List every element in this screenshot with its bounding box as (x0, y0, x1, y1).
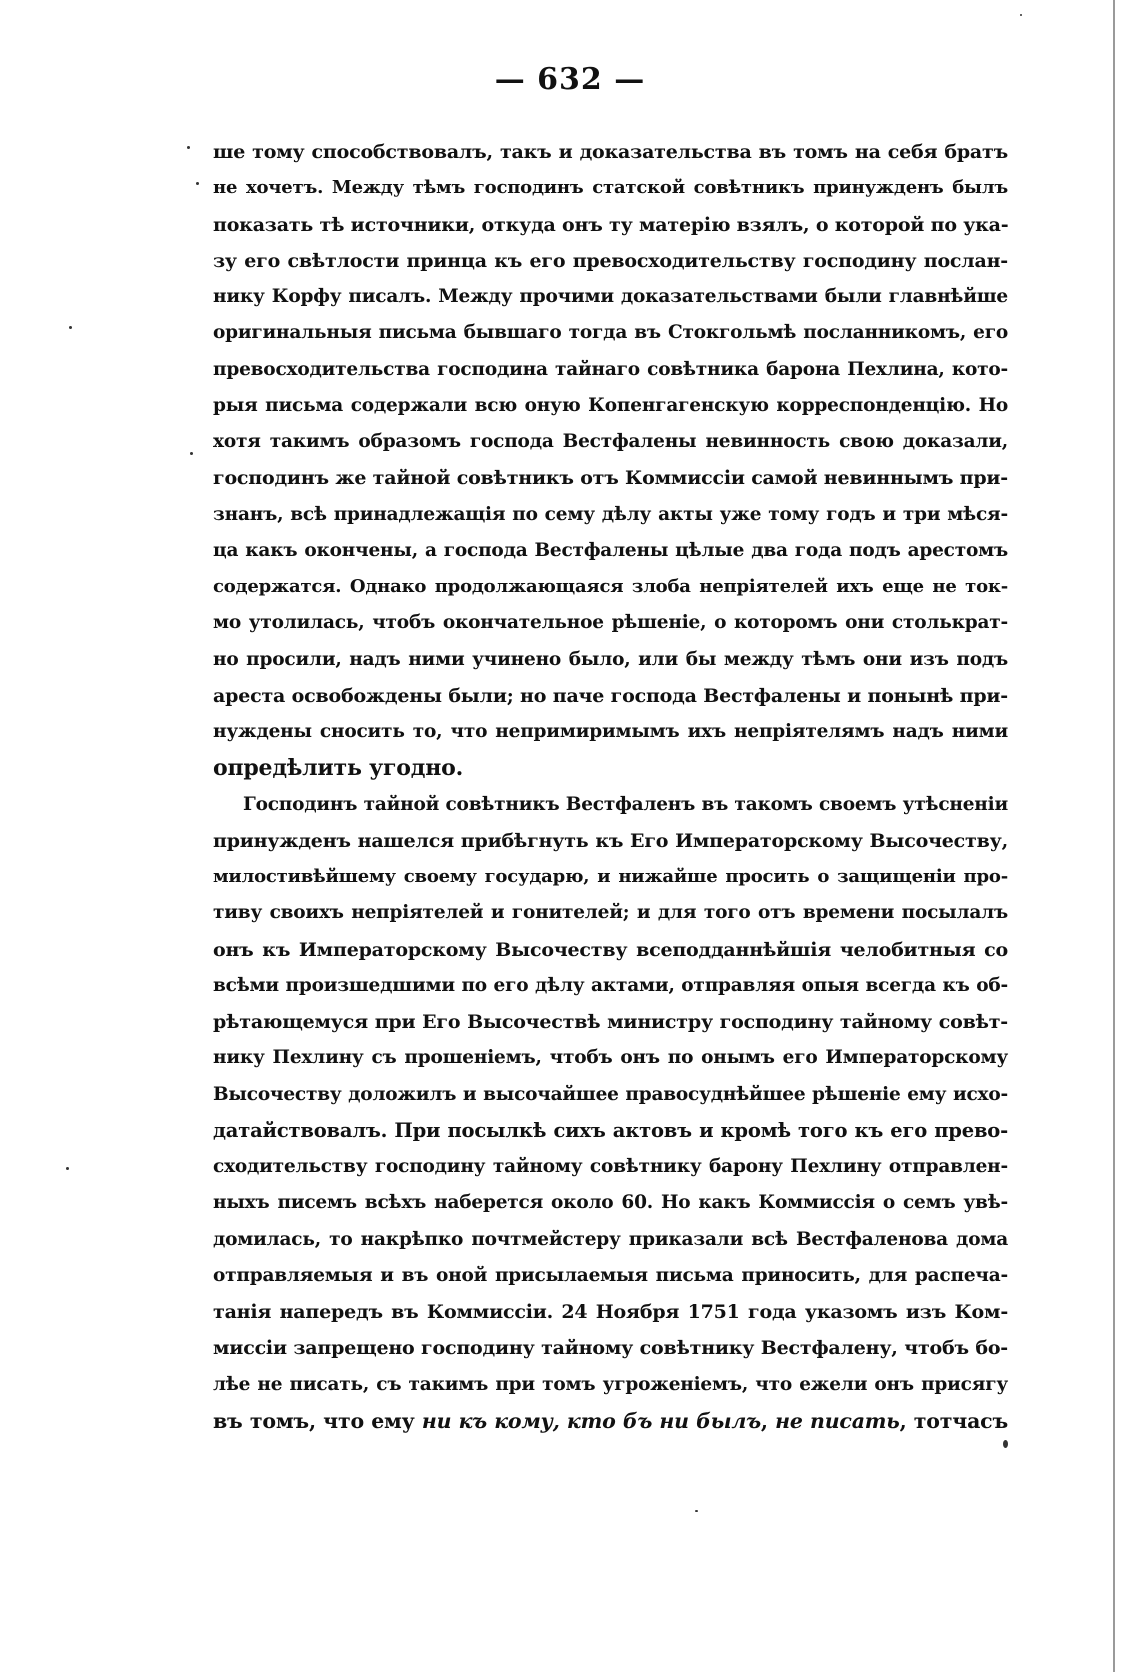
text-line: онъ къ Императорскому Высочеству всеподданнѣйшія челобитныя со (213, 938, 1008, 961)
text-line: нуждены сносить то, что непримиримымъ ихъ непріятелямъ надъ ними (213, 721, 1008, 742)
text-line: оригинальныя письма бывшаго тогда въ Стокгольмѣ посланникомъ, его (213, 322, 1008, 344)
text-line: домилась, то накрѣпко почтмейстеру приказали всѣ Вестфаленова дома (213, 1228, 1008, 1250)
text-line: но просили, надъ ними учинено было, или бы между тѣмъ они изъ подъ (213, 648, 1008, 670)
italic-phrase: ни къ кому, кто бъ ни былъ (421, 1408, 761, 1433)
scan-speck (69, 326, 72, 329)
text-line: датайствовалъ. При посылкѣ сихъ актовъ и кромѣ того къ его прево- (213, 1118, 1008, 1142)
text-line: ше тому способствовалъ, такъ и доказательства въ томъ на себя братъ (213, 141, 1008, 163)
paragraph-start-line: Господинъ тайной совѣтникъ Вестфаленъ въ такомъ своемъ утѣсненіи (243, 793, 1008, 815)
text-line: нику Пехлину съ прошеніемъ, чтобъ онъ по онымъ его Императорскому (213, 1047, 1008, 1069)
text-line: принужденъ нашелся прибѣгнуть къ Его Императорскому Высочеству, (213, 829, 1008, 852)
text-line: превосходительства господина тайнаго совѣтника барона Пехлина, кото- (213, 358, 1008, 380)
text-line: зу его свѣтлости принца къ его превосходительству господину послан- (213, 249, 1008, 272)
text-line: ныхъ писемъ всѣхъ наберется около 60. Но какъ Коммиссія о семъ увѣ- (213, 1192, 1008, 1214)
text-line: всѣми произшедшими по его дѣлу актами, отправляя опыя всегда къ об- (213, 974, 1008, 996)
text-line: лѣе не писать, съ такимъ при томъ угроженіемъ, что ежели онъ присягу (213, 1373, 1008, 1395)
text-line: рыя письма содержали всю оную Копенгагенскую корреспонденцію. Но (213, 394, 1008, 416)
scan-speck (1003, 1440, 1008, 1448)
text-line: знанъ, всѣ принадлежащія по сему дѣлу акты уже тому годъ и три мѣся- (213, 503, 1008, 525)
text-line: ца какъ окончены, а господа Вестфалены цѣлые два года подъ арестомъ (213, 539, 1008, 561)
text-line: хотя такимъ образомъ господа Вестфалены невинность свою доказали, (213, 431, 1008, 452)
text-line: содержатся. Однако продолжающаяся злоба непріятелей ихъ еще не ток- (213, 576, 1008, 597)
body-text (213, 134, 1008, 1439)
text-line: ареста освобождены были; но паче господа Вестфалены и понынѣ при- (213, 684, 1008, 707)
italic-phrase: не писать (775, 1408, 900, 1433)
paragraph-end-line: опредѣлить угодно. (213, 755, 464, 782)
scan-speck (695, 1510, 698, 1512)
text-line: милостивѣйшему своему государю, и нижайше просить о защищеніи про- (213, 866, 1008, 887)
scan-edge-line (1113, 0, 1115, 1672)
text-line: господинъ же тайной совѣтникъ отъ Коммиссіи самой невиннымъ при- (213, 467, 1008, 490)
text-line: миссіи запрещено господину тайному совѣтнику Вестфалену, чтобъ бо- (213, 1337, 1008, 1360)
final-suffix: , тотчасъ (899, 1408, 1008, 1433)
final-prefix: въ томъ, что ему (213, 1408, 422, 1433)
text-line: Высочеству доложилъ и высочайшее правосуднѣйшее рѣшеніе ему исхо- (213, 1083, 1008, 1105)
text-line: танія напередъ въ Коммиссіи. 24 Ноября 1751 года указомъ изъ Ком- (213, 1301, 1008, 1323)
text-line: нику Корфу писалъ. Между прочими доказательствами были главнѣйше (213, 286, 1008, 307)
scan-speck (196, 182, 199, 185)
text-line: рѣтающемуся при Его Высочествѣ министру господину тайному совѣт- (213, 1011, 1008, 1033)
scan-speck (66, 1167, 69, 1170)
text-line: сходительству господину тайному совѣтнику барону Пехлину отправлен- (213, 1156, 1008, 1177)
text-line-final (213, 1403, 1008, 1439)
text-line: тиву своихъ непріятелей и гонителей; и для того отъ времени посылалъ (213, 902, 1008, 924)
text-line: показать тѣ источники, откуда онъ ту матерію взялъ, о которой по ука- (213, 213, 1009, 236)
scan-speck (187, 146, 190, 149)
text-line: отправляемыя и въ оной присылаемыя письма приносить, для распеча- (213, 1264, 1008, 1286)
text-line: не хочетъ. Между тѣмъ господинъ статской совѣтникъ принужденъ былъ (213, 177, 1008, 199)
page-number: — 632 — (494, 62, 646, 97)
final-middle: , (760, 1408, 776, 1433)
scan-speck (190, 452, 193, 455)
scan-speck (1020, 14, 1022, 16)
text-line: мо утолилась, чтобъ окончательное рѣшеніе, о которомъ они столькрат- (213, 612, 1008, 634)
